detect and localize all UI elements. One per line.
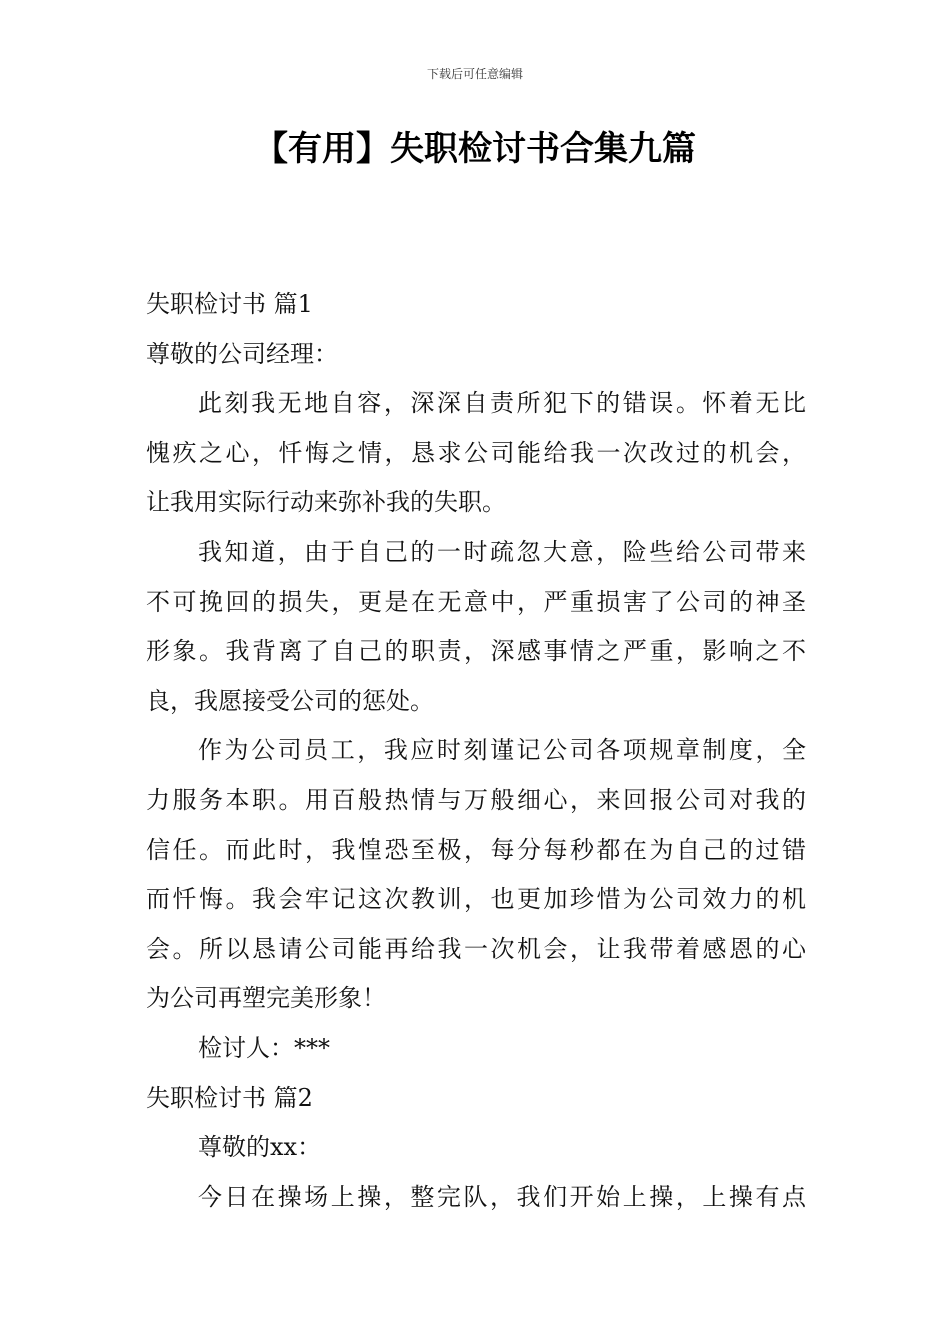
paragraph-line: 此刻我无地自容，深深自责所犯下的错误。怀着无比 bbox=[198, 389, 806, 418]
paragraph-line: 而忏悔。我会牢记这次教训，也更加珍惜为公司效力的机 bbox=[146, 885, 806, 914]
section-heading: 失职检讨书 篇1 bbox=[146, 290, 313, 318]
paragraph-line: 让我用实际行动来弥补我的失职。 bbox=[146, 488, 506, 517]
salutation: 尊敬的公司经理： bbox=[146, 339, 338, 368]
paragraph-line: 愧疚之心，忏悔之情，恳求公司能给我一次改过的机会， bbox=[146, 438, 806, 467]
section-heading: 失职检讨书 篇2 bbox=[146, 1083, 313, 1112]
signature-line: 检讨人：*** bbox=[198, 1033, 330, 1062]
paragraph-line: 我知道，由于自己的一时疏忽大意，险些给公司带来 bbox=[198, 537, 806, 566]
paragraph-line: 会。所以恳请公司能再给我一次机会，让我带着感恩的心 bbox=[146, 934, 806, 963]
paragraph-line: 不可挽回的损失，更是在无意中，严重损害了公司的神圣 bbox=[146, 587, 806, 616]
paragraph-line: 力服务本职。用百般热情与万般细心，来回报公司对我的 bbox=[146, 785, 806, 814]
paragraph-line: 为公司再塑完美形象！ bbox=[146, 984, 386, 1013]
document-title: 【有用】失职检讨书合集九篇 bbox=[254, 129, 696, 169]
paragraph-line: 形象。我背离了自己的职责，深感事情之严重，影响之不 bbox=[146, 637, 806, 666]
salutation: 尊敬的xx： bbox=[198, 1133, 322, 1162]
paragraph-line: 作为公司员工，我应时刻谨记公司各项规章制度，全 bbox=[198, 736, 806, 765]
paragraph-line: 今日在操场上操，整完队，我们开始上操，上操有点 bbox=[198, 1182, 806, 1211]
paragraph-line: 良，我愿接受公司的惩处。 bbox=[146, 686, 434, 715]
document-body bbox=[146, 280, 806, 1222]
paragraph-line: 信任。而此时，我惶恐至极，每分每秒都在为自己的过错 bbox=[146, 835, 806, 864]
document-header-note: 下载后可任意编辑 bbox=[426, 67, 523, 81]
